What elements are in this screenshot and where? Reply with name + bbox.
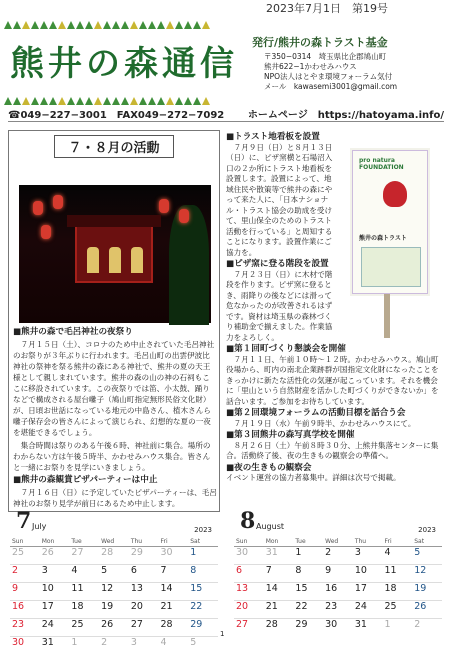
tree-icon	[94, 97, 102, 105]
page-number: 1	[220, 630, 225, 638]
weekday-header: Sat	[188, 538, 218, 546]
calendar-day: 19	[412, 582, 442, 600]
weekday-header: Sun	[234, 538, 264, 546]
calendar-day: 3	[129, 636, 159, 654]
calendar-week	[10, 636, 218, 654]
article-heading: ■ピザ窯に登る階段を設置	[226, 259, 329, 269]
calendar-year: 2023	[194, 526, 212, 534]
tree-icon	[202, 97, 210, 105]
calendar-day: 4	[383, 546, 413, 564]
article-paragraph: イベント運営の協力者募集中。詳細は次号で掲載。	[226, 473, 401, 482]
tree-icon	[4, 97, 12, 105]
calendar-week	[10, 582, 218, 600]
calendar-day: 28	[159, 618, 189, 636]
tree-icon	[31, 97, 39, 105]
calendar-day: 30	[159, 546, 189, 564]
tree-icon	[49, 97, 57, 105]
calendar-week	[10, 546, 218, 564]
tree-icon	[175, 21, 183, 29]
weekday-header: Wed	[323, 538, 353, 546]
calendar-day: 3	[353, 546, 383, 564]
header-info	[252, 4, 448, 92]
calendar-week	[234, 582, 442, 600]
calendar-day: 19	[99, 600, 129, 618]
calendar-day: 1	[293, 546, 323, 564]
calendar-day: 17	[40, 600, 70, 618]
address-line: 熊井622−1かわせみハウス	[264, 62, 357, 71]
calendar-day: 5	[99, 564, 129, 582]
weekday-header: Mon	[40, 538, 70, 546]
calendar-day: 18	[383, 582, 413, 600]
tree-icon	[112, 21, 120, 29]
tree-icon	[121, 21, 129, 29]
weekday-header: Thu	[353, 538, 383, 546]
calendar-day: 7	[159, 564, 189, 582]
calendar-day: 15	[188, 582, 218, 600]
tree-icon	[139, 21, 147, 29]
tree-icon	[121, 97, 129, 105]
article-paragraph: ７月１５日（土）、コロナのため中止されていた毛呂神社のお祭りが３年ぶりに行われます。毛呂山町の出雲伊波比神社の祭神を祭る熊井の森にある神社で、熊井の夏の天王様として親しまれています。熊井の森の山の神の石祠もここに移設されています。この夜祭りでは笛、小太鼓、踊りなどで構成される屋台囃子（鳩山町指定無形民俗文化財）が、日頃お世話になっている地元の中島さん、植木さんら囃子保存会の皆さんによって演じられ、幻想的な夏の一夜を堪能できるでしょう。	[13, 340, 215, 437]
calendar-day: 2	[323, 546, 353, 564]
section-title: ７・８月の活動	[54, 135, 174, 158]
calendar-day: 2	[99, 636, 129, 654]
article-paragraph: ７月１１日、午前１０時〜１２時。かわせみハウス。鳩山町役場から、町内の南北企業跡群が国指定文化財になったことを きっかけに新たな活性化の気運が起こっています。それを機会に「里山という自然財産を活かした町づくりができないか」を話合います。ご参加をお待ちしています。	[226, 354, 439, 406]
signboard-logo: pro natura FOUNDATION	[359, 157, 404, 171]
calendar-day: 16	[323, 582, 353, 600]
calendar-year: 2023	[418, 526, 436, 534]
article-heading: ■第１回町づくり懇談会を開催	[226, 344, 346, 354]
tree-icon	[193, 21, 201, 29]
calendar-july	[8, 508, 220, 648]
calendar-august	[232, 508, 444, 634]
newsletter-title: 熊井の森通信	[10, 44, 238, 84]
article-paragraph: ７月２３日（日）に木材で階段を作ります。ピザ窯に登るとき、雨降りの後などには滑って危なかったのが改善されるはずです。資材は埼玉県の森林づくり補助金で揃えました。作業協力をよろしく。	[226, 269, 333, 342]
article-heading: ■第３回熊井の森写真学校を開催	[226, 430, 355, 440]
calendar-day: 22	[188, 600, 218, 618]
tree-icon	[58, 97, 66, 105]
calendar-week	[234, 600, 442, 618]
tree-icon	[175, 97, 183, 105]
calendar-day: 13	[234, 582, 264, 600]
calendar-day: 27	[129, 618, 159, 636]
calendar-day: 17	[353, 582, 383, 600]
calendar-day: 14	[264, 582, 294, 600]
calendar-day: 25	[69, 618, 99, 636]
signboard-map	[361, 247, 421, 287]
tree-icon	[184, 21, 192, 29]
calendar-week	[10, 618, 218, 636]
tree-icon	[76, 97, 84, 105]
calendar-week	[234, 564, 442, 582]
calendar-day: 31	[353, 618, 383, 636]
calendar-day: 28	[99, 546, 129, 564]
tree-icon	[103, 97, 111, 105]
calendar-week	[234, 546, 442, 564]
calendar-day: 12	[412, 564, 442, 582]
calendar-day: 29	[129, 546, 159, 564]
calendar-day: 26	[99, 618, 129, 636]
homepage-link[interactable]: ホームページ https://hatoyama.info/	[247, 110, 444, 121]
weekday-header: Wed	[99, 538, 129, 546]
calendar-day: 5	[188, 636, 218, 654]
calendar-day: 23	[10, 618, 40, 636]
bird-illustration	[383, 181, 407, 207]
calendar-day: 26	[40, 546, 70, 564]
calendar-grid	[234, 538, 442, 636]
weekday-header: Fri	[383, 538, 413, 546]
divider	[8, 121, 444, 122]
calendar-day: 6	[129, 564, 159, 582]
weekday-header: Mon	[264, 538, 294, 546]
phone-fax: ☎049−227−3001 FAX049−272−7092	[8, 110, 225, 121]
article-heading: ■熊井の森観賞ピザパーティーは中止	[13, 475, 158, 485]
weekday-header: Fri	[159, 538, 189, 546]
calendar-day: 1	[69, 636, 99, 654]
calendar-day: 13	[129, 582, 159, 600]
article-heading: ■熊井の森で毛呂神社の夜祭り	[13, 327, 133, 337]
tree-icon	[22, 21, 30, 29]
calendar-grid	[10, 538, 218, 654]
calendar-day: 20	[129, 600, 159, 618]
calendar-day: 6	[234, 564, 264, 582]
email-line: メール kawasemi3001@gmail.com	[264, 82, 398, 91]
tree-icon	[40, 97, 48, 105]
calendar-week	[10, 600, 218, 618]
tree-icon	[40, 21, 48, 29]
calendar-day: 27	[234, 618, 264, 636]
calendar-day: 8	[188, 564, 218, 582]
tree-icon	[157, 97, 165, 105]
calendar-day: 30	[323, 618, 353, 636]
contact-bar	[8, 106, 444, 121]
address-line: NPO法人はとやま環境フォーラム気付	[264, 72, 393, 81]
calendar-day: 27	[69, 546, 99, 564]
article-paragraph: 集合時間は祭りのある午後６時、神社前に集合。場所のわからない方は午後５時半、かわせみハウス集合。皆さんと一緒にお祭りを見学にいきましょう。	[13, 441, 211, 472]
calendar-day: 14	[159, 582, 189, 600]
issue-date: 2023年7月1日 第19号	[266, 2, 388, 15]
calendar-day: 2	[10, 564, 40, 582]
tree-icon	[31, 21, 39, 29]
calendar-week	[10, 564, 218, 582]
calendar-day: 1	[383, 618, 413, 636]
tree-icon	[103, 21, 111, 29]
calendar-day: 10	[40, 582, 70, 600]
calendar-month-number: 8	[240, 508, 256, 534]
calendar-day: 3	[40, 564, 70, 582]
tree-icon	[130, 21, 138, 29]
article-heading: ■夜の生きもの観察会	[226, 462, 312, 473]
calendar-day: 12	[99, 582, 129, 600]
publisher: 発行/熊井の森トラスト基金	[252, 36, 388, 49]
calendar-day: 11	[69, 582, 99, 600]
calendar-day: 4	[159, 636, 189, 654]
tree-icon	[13, 97, 21, 105]
activities-box	[8, 130, 220, 512]
calendar-day: 7	[264, 564, 294, 582]
tree-icon	[13, 21, 21, 29]
tree-icon	[4, 21, 12, 29]
calendar-day: 10	[353, 564, 383, 582]
tree-icon	[193, 97, 201, 105]
calendar-day: 28	[264, 618, 294, 636]
calendar-day: 20	[234, 600, 264, 618]
calendar-day: 1	[188, 546, 218, 564]
calendar-day: 2	[412, 618, 442, 636]
tree-icon	[94, 21, 102, 29]
calendar-day: 15	[293, 582, 323, 600]
calendar-month-name: July	[32, 522, 47, 531]
calendar-day: 9	[323, 564, 353, 582]
calendar-day: 11	[383, 564, 413, 582]
article-paragraph: ８月２６日（土）午前８時３０分、上熊井集落センターに集合。活動終了後、夜の生きもの観察会の準備へ。	[226, 440, 439, 460]
calendar-day: 25	[10, 546, 40, 564]
calendar-day: 18	[69, 600, 99, 618]
calendar-day: 29	[293, 618, 323, 636]
calendar-day: 21	[159, 600, 189, 618]
calendar-day: 26	[412, 600, 442, 618]
calendar-day: 31	[40, 636, 70, 654]
tree-icon	[58, 21, 66, 29]
article-paragraph: ７月１９日（水）午前９時半、かわせみハウスにて。	[226, 418, 416, 428]
tree-icon	[67, 21, 75, 29]
tree-icon	[130, 97, 138, 105]
tree-icon	[67, 97, 75, 105]
weekday-header: Tue	[293, 538, 323, 546]
calendar-day: 24	[40, 618, 70, 636]
calendar-day: 21	[264, 600, 294, 618]
address-line: 〒350−0314 埼玉県比企郡鳩山町	[264, 52, 387, 61]
tree-icon	[85, 21, 93, 29]
calendar-month-number: 7	[16, 508, 32, 534]
calendar-day: 22	[293, 600, 323, 618]
tree-border-top	[4, 14, 218, 22]
address-block	[264, 52, 448, 92]
tree-icon	[112, 97, 120, 105]
calendar-month-name: August	[256, 522, 284, 531]
article-paragraph: ７月１６日（日）に予定していたピザパーティーは、毛呂神社のお祭り見学が前日にあるため中止します。	[13, 488, 217, 508]
tree-border-bottom	[4, 90, 218, 98]
article-heading: ■第２回環境フォーラムの活動目標を話合う会	[226, 408, 406, 418]
calendar-day: 8	[293, 564, 323, 582]
trust-signboard-image	[352, 150, 428, 294]
article-heading: ■トラスト地看板を設置	[226, 132, 320, 142]
weekday-header: Thu	[129, 538, 159, 546]
weekday-header: Sun	[10, 538, 40, 546]
signboard-post	[384, 294, 390, 338]
calendar-day: 5	[412, 546, 442, 564]
weekday-header: Tue	[69, 538, 99, 546]
tree-icon	[202, 21, 210, 29]
calendar-day: 29	[188, 618, 218, 636]
signboard-name: 熊井の森トラスト	[359, 235, 407, 242]
calendar-day: 30	[10, 636, 40, 654]
tree-icon	[184, 97, 192, 105]
activities-text	[13, 327, 217, 511]
article-paragraph: ７月９日（日）と８月１３日（日）に、ピザ窯横と石場沼入口の２か所にトラスト地看板を設置します。設置によって、地域住民や散策等で熊井の森にやって来た人に、「日本ナショナル・トラスト協会の助成を受けて、里山保全のためのトラスト活動を行っている」と周知することになります。設置作業にご協力を。	[226, 142, 333, 257]
tree-icon	[139, 97, 147, 105]
calendar-day: 9	[10, 582, 40, 600]
tree-icon	[166, 21, 174, 29]
calendar-day: 31	[264, 546, 294, 564]
tree-icon	[49, 21, 57, 29]
calendar-week	[234, 618, 442, 636]
calendar-day: 4	[69, 564, 99, 582]
tree-icon	[85, 97, 93, 105]
tree-icon	[76, 21, 84, 29]
calendar-day: 24	[353, 600, 383, 618]
festival-photo	[19, 185, 211, 323]
weekday-header: Sat	[412, 538, 442, 546]
tree-icon	[148, 97, 156, 105]
tree-icon	[157, 21, 165, 29]
calendar-day: 16	[10, 600, 40, 618]
tree-icon	[148, 21, 156, 29]
calendar-day: 30	[234, 546, 264, 564]
tree-icon	[166, 97, 174, 105]
calendar-day: 23	[323, 600, 353, 618]
calendar-day: 25	[383, 600, 413, 618]
tree-icon	[22, 97, 30, 105]
